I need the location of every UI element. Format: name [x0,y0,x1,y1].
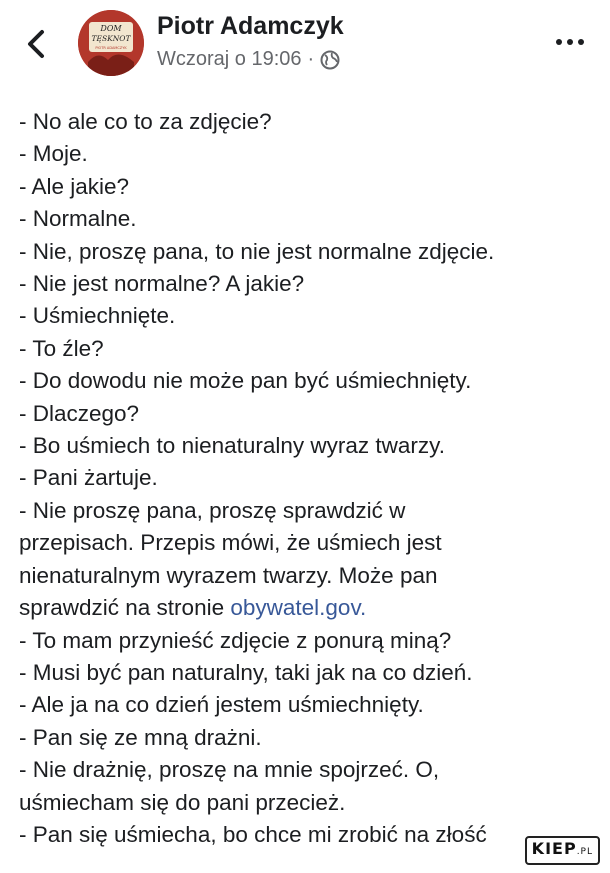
post-line: - Pan się uśmiecha, bo chce mi zrobić na złość [19,821,487,847]
more-horizontal-icon [552,30,588,54]
more-options-button[interactable] [552,30,588,54]
globe-icon[interactable] [320,50,340,70]
author-name[interactable]: Piotr Adamczyk [157,12,344,40]
post-body [19,106,599,851]
avatar-text-line-1: DOM [100,24,122,33]
post-line: - Nie proszę pana, proszę sprawdzić w [19,497,406,523]
post-line: - Ale ja na co dzień jestem uśmiechnięty. [19,692,424,718]
avatar-text-line-2: TĘSKNOT [91,34,131,43]
meta-separator: · [307,48,315,70]
chevron-left-icon [22,26,52,62]
post-line: - To mam przynieść zdjęcie z ponurą miną? [19,627,452,653]
post-line: - Bo uśmiech to nienaturalny wyraz twarzy. [19,433,445,459]
watermark-logo [525,836,600,865]
post-header [0,0,610,95]
post-line: - Normalne. [19,206,137,232]
post-line: - Moje. [19,141,88,167]
post-line-with-link [19,592,599,624]
post-line: - Musi być pan naturalny, taki jak na co dzień. [19,659,473,685]
post-line: - Nie drażnię, proszę na mnie spojrzeć. O, [19,757,440,783]
timestamp[interactable]: Wczoraj o 19:06 [157,48,302,70]
avatar-text-line-3: PIOTR ADAMCZYK [95,46,127,50]
avatar[interactable] [78,10,144,76]
link-prefix: sprawdzić na stronie [19,595,231,621]
watermark-suffix: .PL [576,847,593,857]
post-line: - To źle? [19,335,104,361]
post-line: przepisach. Przepis mówi, że uśmiech jest [19,530,442,556]
post-line: - Pani żartuje. [19,465,158,491]
post-line: nienaturalnym wyrazem twarzy. Może pan [19,562,438,588]
back-button[interactable] [22,26,52,62]
post-line: uśmiecham się do pani przecież. [19,789,346,815]
post-line: - Uśmiechnięte. [19,303,176,329]
avatar-logo [78,10,144,76]
post-line: - Pan się ze mną drażni. [19,724,262,750]
post-line: - Do dowodu nie może pan być uśmiechnięty. [19,368,472,394]
post-meta [157,48,340,71]
post-line: - Nie jest normalne? A jakie? [19,271,305,297]
post-line: - Nie, proszę pana, to nie jest normalne zdjęcie. [19,238,495,264]
watermark-main: KIEP [531,839,577,858]
post-line: - No ale co to za zdjęcie? [19,109,272,134]
post-line: - Ale jakie? [19,173,130,199]
obywatel-link[interactable]: obywatel.gov. [230,595,367,621]
post-line: - Dlaczego? [19,400,140,426]
